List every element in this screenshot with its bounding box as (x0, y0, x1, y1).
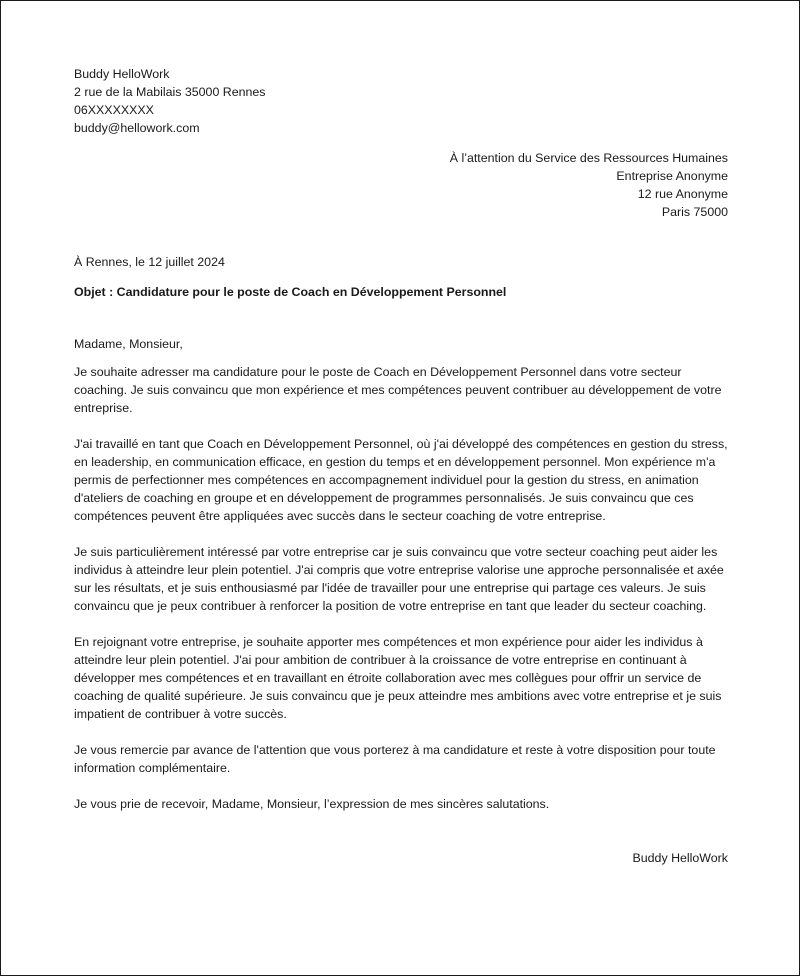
letter-salutation: Madame, Monsieur, (74, 337, 183, 351)
body-paragraph-5: Je vous remercie par avance de l'attention que vous porterez à ma candidature et reste à votre disposition pour toute information complémentaire. (74, 743, 716, 775)
recipient-attention: À l’attention du Service des Ressources Humaines (449, 151, 728, 165)
sender-address: 2 rue de la Mabilais 35000 Rennes (74, 85, 266, 99)
recipient-city: Paris 75000 (661, 205, 728, 219)
letter-signature: Buddy HelloWork (632, 851, 728, 865)
body-paragraph-3: Je suis particulièrement intéressé par votre entreprise car je suis convaincu que votre secteur coaching peut aider les individus à atteindre leur plein potentiel. J'ai compris que votre entreprise valorise une approche personnalisée et axée sur les résultats, et je suis enthousiasmé par l'idée de travailler pour une entreprise qui partage ces valeurs. Je suis convaincu que je peux contribuer à renforcer la position de votre entreprise en tant que leader du secteur coaching. (74, 545, 724, 613)
letter-closing: Je vous prie de recevoir, Madame, Monsieur, l’expression de mes sincères salutations. (74, 797, 550, 811)
body-paragraph-1: Je souhaite adresser ma candidature pour le poste de Coach en Développement Personnel dans votre secteur coaching. Je suis convaincu que mon expérience et mes compétences peuvent contribuer au développement de votre entreprise. (74, 365, 722, 415)
recipient-company: Entreprise Anonyme (616, 169, 728, 183)
body-paragraph-4: En rejoignant votre entreprise, je souhaite apporter mes compétences et mon expérience pour aider les individus à atteindre leur plein potentiel. J'ai pour ambition de contribuer à la croissance de votre entreprise en continuant à développer mes compétences et en travaillant en étroite collaboration avec mes collègues pour offrir un service de coaching de qualité supérieure. Je suis convaincu que je peux atteindre mes ambitions avec votre entreprise et je suis impatient de contribuer à votre succès. (74, 635, 722, 721)
body-paragraph-2: J'ai travaillé en tant que Coach en Développement Personnel, où j'ai développé des compétences en gestion du stress, en leadership, en communication efficace, en gestion du temps et en développement personnel. Mon expérience m'a permis de perfectionner mes compétences en accompagnement individuel pour la gestion du stress, en animation d'ateliers de coaching en groupe et en développement de programmes personnalisés. Je suis convaincu que ces compétences peuvent être appliquées avec succès dans le secteur coaching de votre entreprise. (74, 437, 728, 523)
letter-subject: Objet : Candidature pour le poste de Coach en Développement Personnel (74, 285, 507, 299)
sender-block (74, 65, 728, 137)
letter-content (74, 65, 728, 867)
sender-phone: 06XXXXXXXX (74, 103, 154, 117)
sender-name: Buddy HelloWork (74, 67, 170, 81)
recipient-street: 12 rue Anonyme (637, 187, 728, 201)
recipient-block (74, 149, 728, 221)
sender-email: buddy@hellowork.com (74, 121, 200, 135)
letter-date: À Rennes, le 12 juillet 2024 (74, 255, 225, 269)
